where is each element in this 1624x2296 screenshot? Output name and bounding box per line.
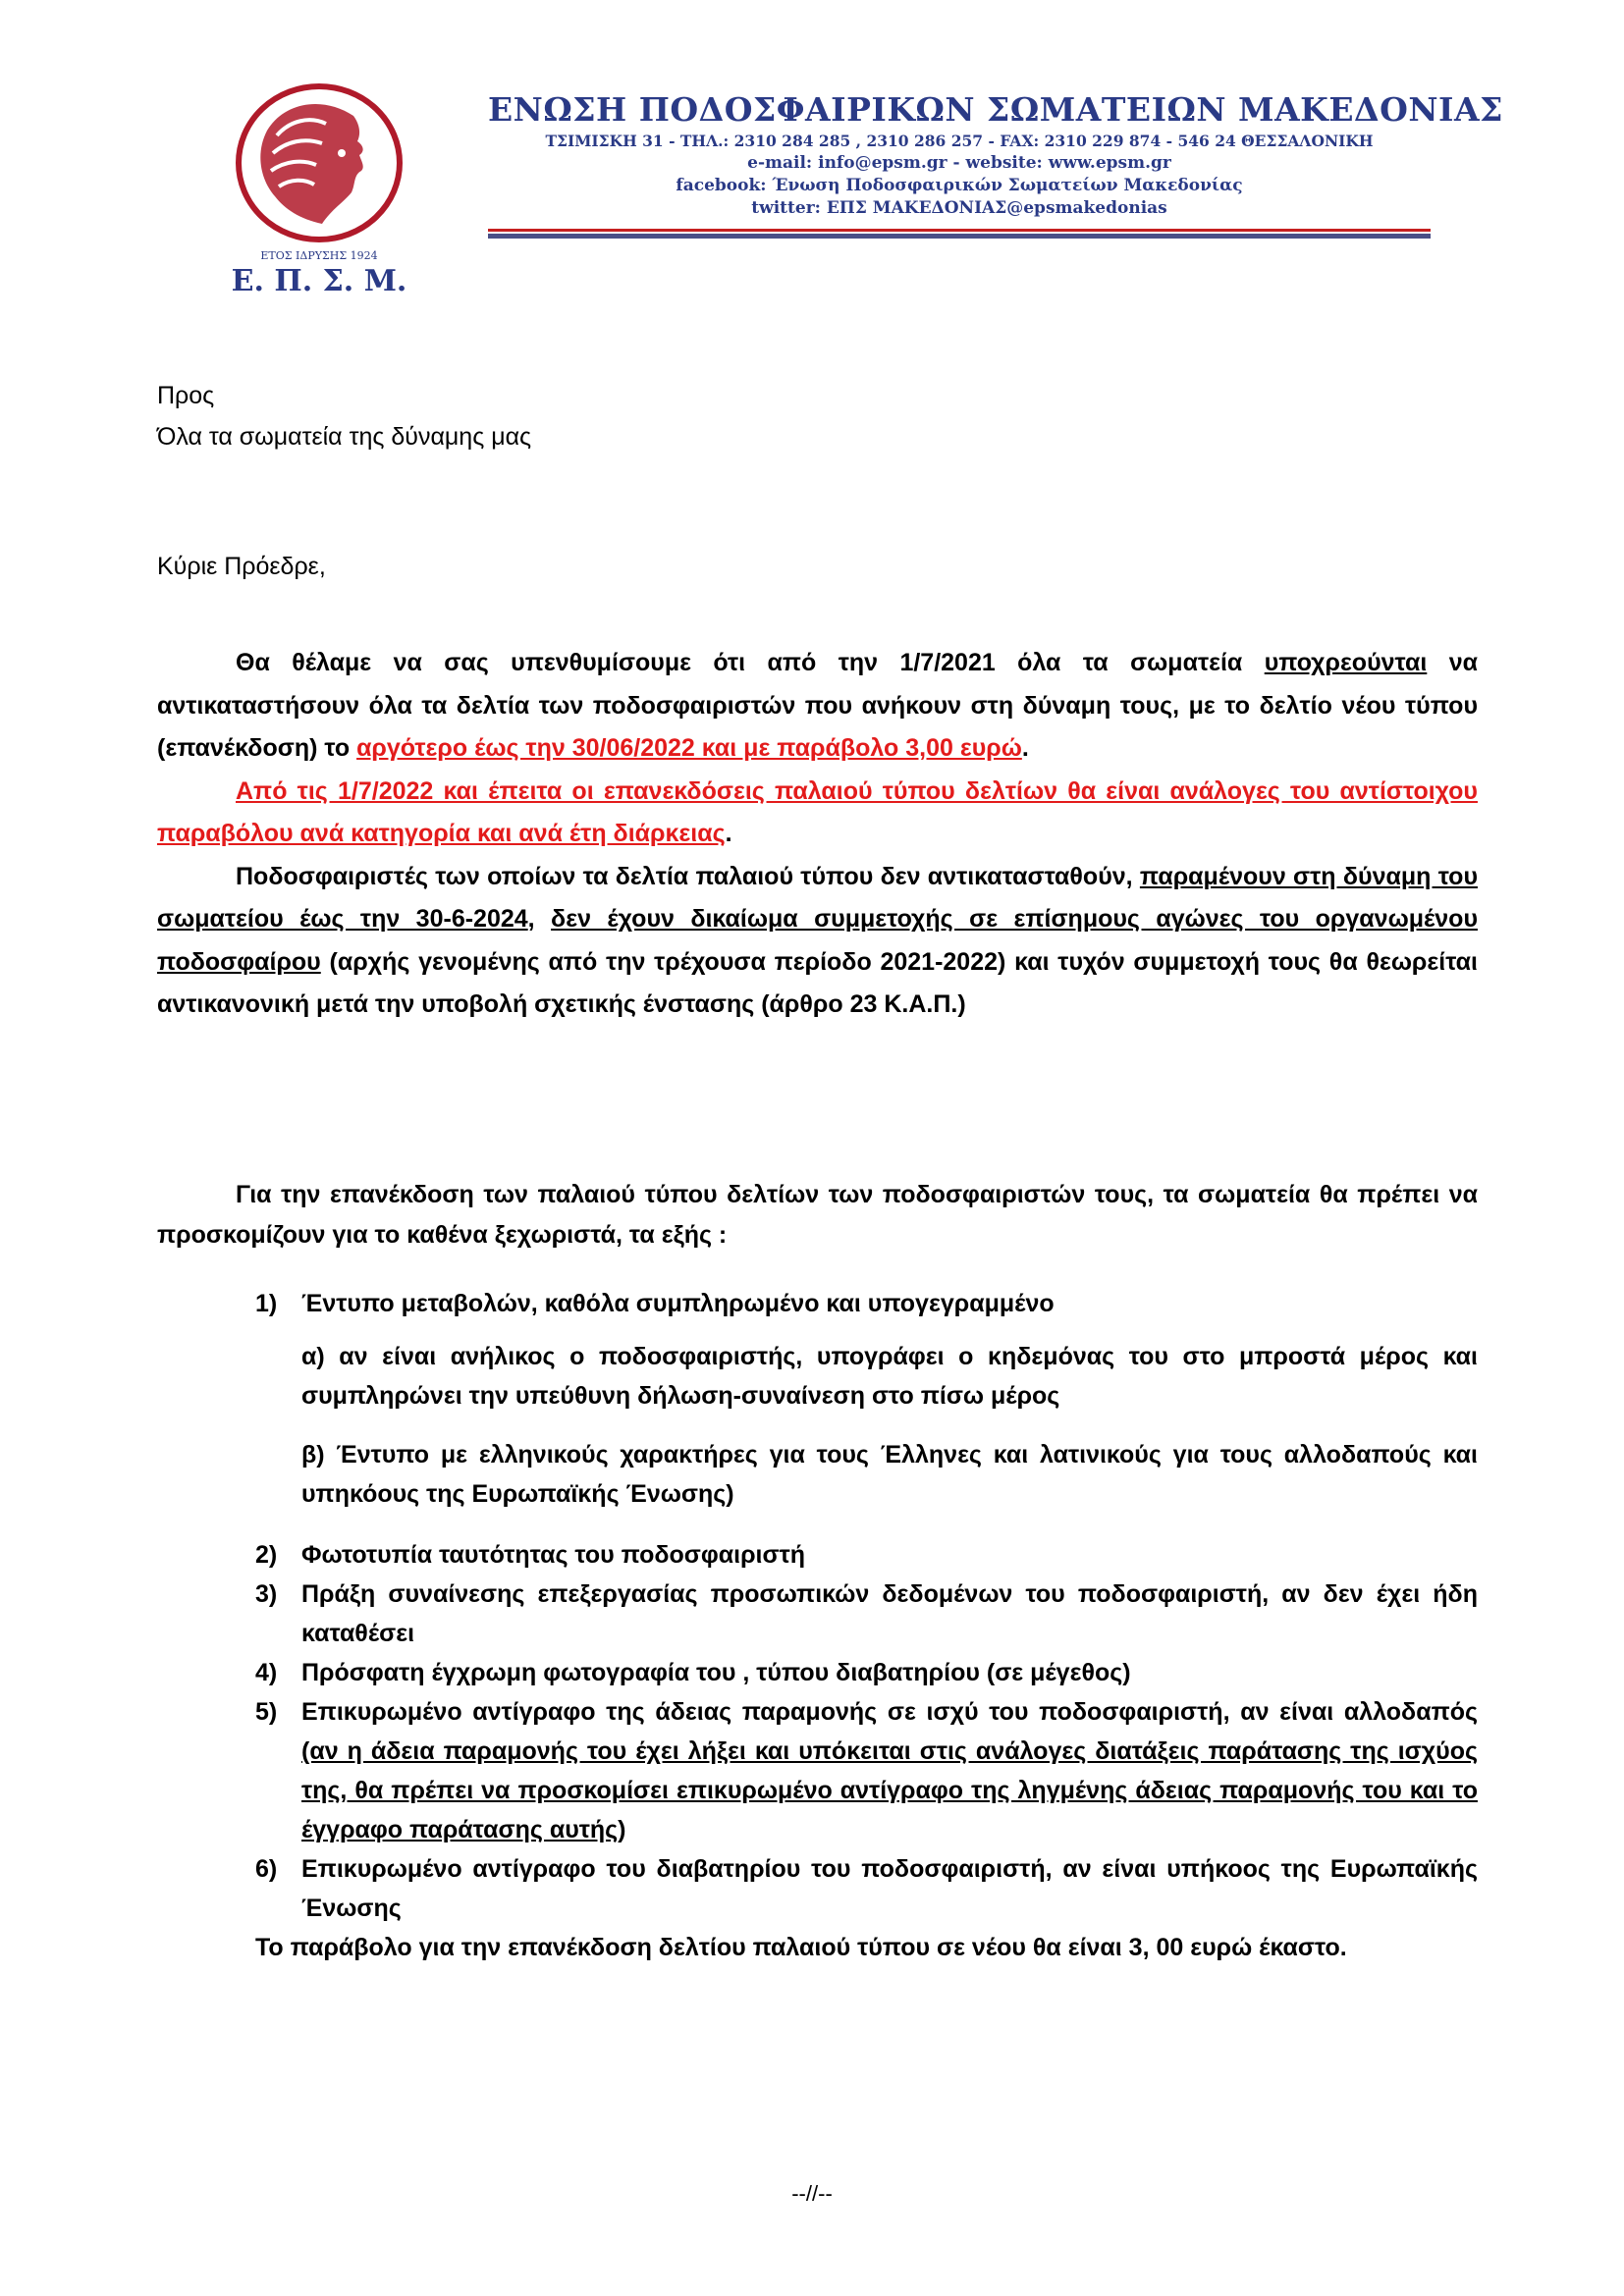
paragraph-4-block — [157, 1175, 1478, 1255]
page-footer: --//-- — [791, 2181, 833, 2206]
epsm-logo — [206, 77, 442, 302]
subitem-b: β) Έντυπο με ελληνικούς χαρακτήρες για τους Έλληνες και λατινικούς για τους αλλοδαπούς και υπηκόους της Ευρωπαϊκής Ένωσης) — [301, 1441, 1478, 1508]
requirements-list — [157, 1284, 1478, 1967]
letterhead-rule-red — [488, 229, 1431, 232]
org-facebook: facebook: Ένωση Ποδοσφαιρικών Σωματείων Μακεδονίας — [676, 176, 1243, 195]
paragraph-3: Ποδοσφαιριστές των οποίων τα δελτία παλαιού τύπου δεν αντικατασταθούν, παραμένουν στη δύναμη του σωματείου έως την 30-6-2024, δεν έχουν δικαίωμα συμμετοχής σε επίσημους αγώνες του οργανωμένου ποδοσφαίρου (αρχής γενομένης από την τρέχουσα περίοδο 2021-2022) και τυχόν συμμετοχή τους θα θεωρείται αντικανονική μετά την υποβολή σχετικής ένστασης (άρθρο 23 Κ.Α.Π.) — [157, 862, 1478, 1018]
list-item-5: 5) Επικυρωμένο αντίγραφο της άδειας παραμονής σε ισχύ του ποδοσφαιριστή, αν είναι αλλοδαπός (αν η άδεια παραμονής του έχει λήξει και υπόκειται στις ανάλογες διατάξεις παράτασης της ισχύος της, θα πρέπει να προσκομίσει επικυρωμένο αντίγραφο της ληγμένης άδειας παραμονής του και το έγγραφο παράτασης αυτής) — [255, 1698, 1478, 1843]
list-item-3: 3) Πράξη συναίνεσης επεξεργασίας προσωπικών δεδομένων του ποδοσφαιριστή, αν δεν έχει ήδη καταθέσει — [255, 1580, 1478, 1647]
list-item-6: 6) Επικυρωμένο αντίγραφο του διαβατηρίου του ποδοσφαιριστή, αν είναι υπήκοος της Ευρωπαϊκής Ένωσης — [255, 1855, 1478, 1922]
list-item-4: 4) Πρόσφατη έγχρωμη φωτογραφία του , τύπου διαβατηρίου (σε μέγεθος) — [255, 1659, 1131, 1686]
paragraph-2-highlight: Από τις 1/7/2022 και έπειτα οι επανεκδόσεις παλαιού τύπου δελτίων θα είναι ανάλογες του αντίστοιχου παραβόλου ανά κατηγορία και ανά έτη διάρκειας — [157, 776, 1478, 847]
org-twitter: twitter: ΕΠΣ ΜΑΚΕΔΟΝΙΑΣ@epsmakedonias — [751, 198, 1167, 218]
logo-initials: Ε. Π. Σ. Μ. — [231, 264, 407, 298]
letterhead-info — [488, 90, 1503, 220]
list-item-1: 1) Έντυπο μεταβολών, καθόλα συμπληρωμένο και υπογεγραμμένο — [255, 1290, 1055, 1317]
letter-body — [157, 642, 1478, 1027]
paragraph-4: Για την επανέκδοση των παλαιού τύπου δελτίων των ποδοσφαιριστών τους, τα σωματεία θα πρέπει να προσκομίζουν για το καθένα ξεχωριστά, τα εξής : — [157, 1181, 1478, 1249]
subitem-a: α) αν είναι ανήλικος ο ποδοσφαιριστής, υπογράφει ο κηδεμόνας του στο μπροστά μέρος και συμπληρώνει την υπεύθυνη δήλωση-συναίνεση στο πίσω μέρος — [301, 1343, 1478, 1410]
org-email-website: e-mail: info@epsm.gr - website: www.epsm.gr — [747, 153, 1171, 173]
underlined-obligation: υποχρεούνται — [1264, 649, 1428, 676]
paragraph-2: Από τις 1/7/2022 και έπειτα οι επανεκδόσεις παλαιού τύπου δελτίων θα είναι ανάλογες του αντίστοιχου παραβόλου ανά κατηγορία και ανά έτη διάρκειας. — [157, 776, 1478, 847]
org-address: ΤΣΙΜΙΣΚΗ 31 - ΤΗΛ.: 2310 284 285 , 2310 286 257 - FAX: 2310 229 874 - 546 24 ΘΕΣΣΑΛΟΝΙΚΗ — [545, 132, 1374, 150]
letterhead-rule-blue — [488, 234, 1431, 239]
deadline-highlight: αργότερο έως την 30/06/2022 και με παράβολο 3,00 ευρώ — [356, 734, 1022, 762]
salutation: Κύριε Πρόεδρε, — [157, 553, 326, 580]
recipient-line: Όλα τα σωματεία της δύναμης μας — [157, 423, 532, 451]
org-name: ΕΝΩΣΗ ΠΟΔΟΣΦΑΙΡΙΚΩΝ ΣΩΜΑΤΕΙΩΝ ΜΑΚΕΔΟΝΙΑΣ — [488, 90, 1503, 129]
paragraph-1: Θα θέλαμε να σας υπενθυμίσουμε ότι από την 1/7/2021 όλα τα σωματεία υποχρεούνται να αντικαταστήσουν όλα τα δελτία των ποδοσφαιριστών που ανήκουν στη δύναμη τους, με το δελτίο νέου τύπου (επανέκδοση) το αργότερο έως την 30/06/2022 και με παράβολο 3,00 ευρώ. — [157, 649, 1479, 762]
fee-line: Το παράβολο για την επανέκδοση δελτίου παλαιού τύπου σε νέου θα είναι 3, 00 ευρώ έκαστο. — [255, 1934, 1347, 1961]
letterhead — [0, 0, 1624, 314]
logo-founded: ΕΤΟΣ ΙΔΡΥΣΗΣ 1924 — [260, 249, 378, 262]
recipient-to: Προς — [157, 382, 215, 409]
list-item-2: 2) Φωτοτυπία ταυτότητας του ποδοσφαιριστή — [255, 1541, 806, 1569]
